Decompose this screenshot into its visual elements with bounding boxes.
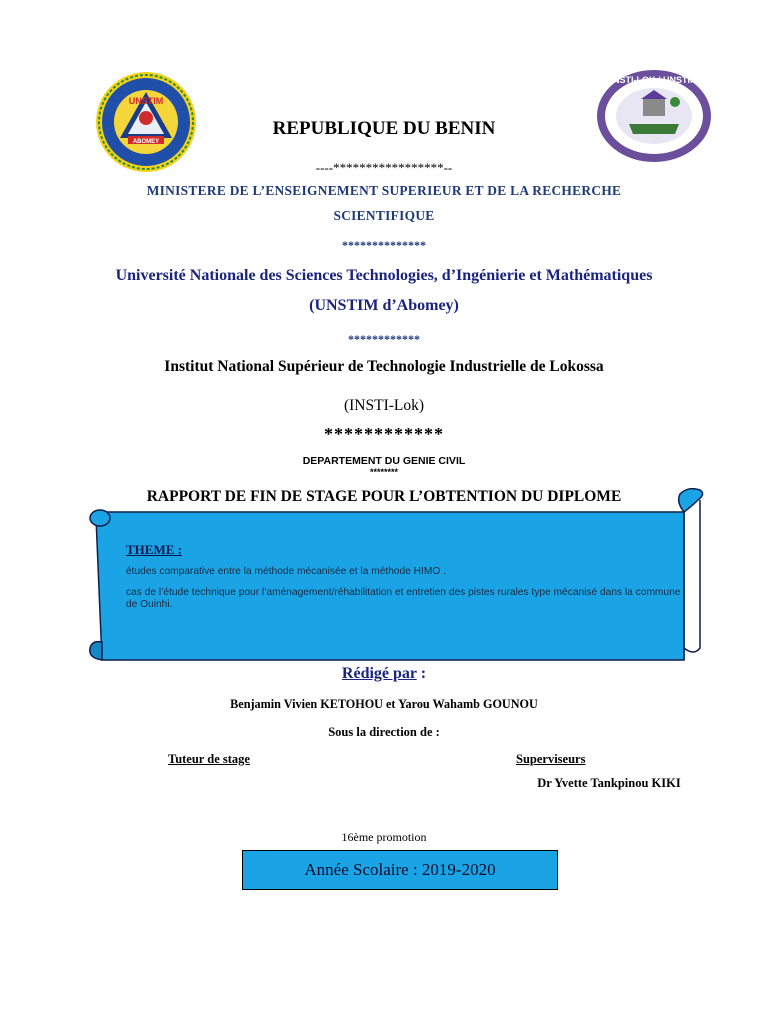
authored-by-colon: : — [416, 665, 427, 682]
theme-block — [126, 544, 692, 611]
separator-line: ----*****************-- — [315, 160, 453, 175]
authored-by-label: Rédigé par — [341, 665, 417, 682]
author-names: Benjamin Vivien KETOHOU et Yarou Wahamb GOUNOU — [230, 697, 538, 711]
stars-divider: ******** — [369, 467, 399, 477]
institute-heading: Institut National Supérieur de Technologie Industrielle de Lokossa — [164, 358, 604, 375]
stars-divider: ************** — [342, 238, 426, 252]
supervisor-name: Dr Yvette Tankpinou KIKI — [537, 776, 681, 790]
country-heading: REPUBLIQUE DU BENIN — [272, 118, 496, 139]
institute-acronym: (INSTI-Lok) — [343, 397, 425, 414]
tutor-label: Tuteur de stage — [168, 752, 250, 766]
university-heading: Université Nationale des Sciences Technologies, d’Ingénierie et Mathématiques (UNSTIM d’Abomey) — [115, 267, 653, 314]
direction-label: Sous la direction de : — [328, 725, 440, 739]
academic-year-text: Année Scolaire : 2019-2020 — [304, 860, 496, 879]
svg-text:UNSTIM: UNSTIM — [128, 96, 164, 106]
stars-divider: ************ — [324, 424, 444, 444]
promotion-text: 16ème promotion — [341, 830, 427, 844]
svg-text:INSTI-LOK / UNSTIM: INSTI-LOK / UNSTIM — [610, 75, 698, 85]
authored-by-heading — [0, 665, 768, 683]
ministry-heading: MINISTERE DE L’ENSEIGNEMENT SUPERIEUR ET DE LA RECHERCHE SCIENTIFIQUE — [146, 183, 622, 223]
theme-line-2: cas de l’étude technique pour l’aménagement/réhabilitation et entretien des pistes rurales type mécanisé dans la commune de Ouinhi. — [126, 587, 681, 610]
svg-text:ABOMEY: ABOMEY — [132, 139, 160, 145]
department-heading: DEPARTEMENT DU GENIE CIVIL — [302, 455, 466, 467]
stars-divider: ************ — [348, 332, 420, 346]
report-title: RAPPORT DE FIN DE STAGE POUR L’OBTENTION DU DIPLOME — [146, 488, 622, 505]
supervisors-label: Superviseurs — [516, 752, 586, 766]
theme-label: THEME : — [126, 542, 182, 557]
insti-lok-logo — [595, 68, 713, 164]
theme-line-1: études comparative entre la méthode mécanisée et la méthode HIMO . — [126, 566, 446, 577]
academic-year-box — [242, 850, 558, 890]
